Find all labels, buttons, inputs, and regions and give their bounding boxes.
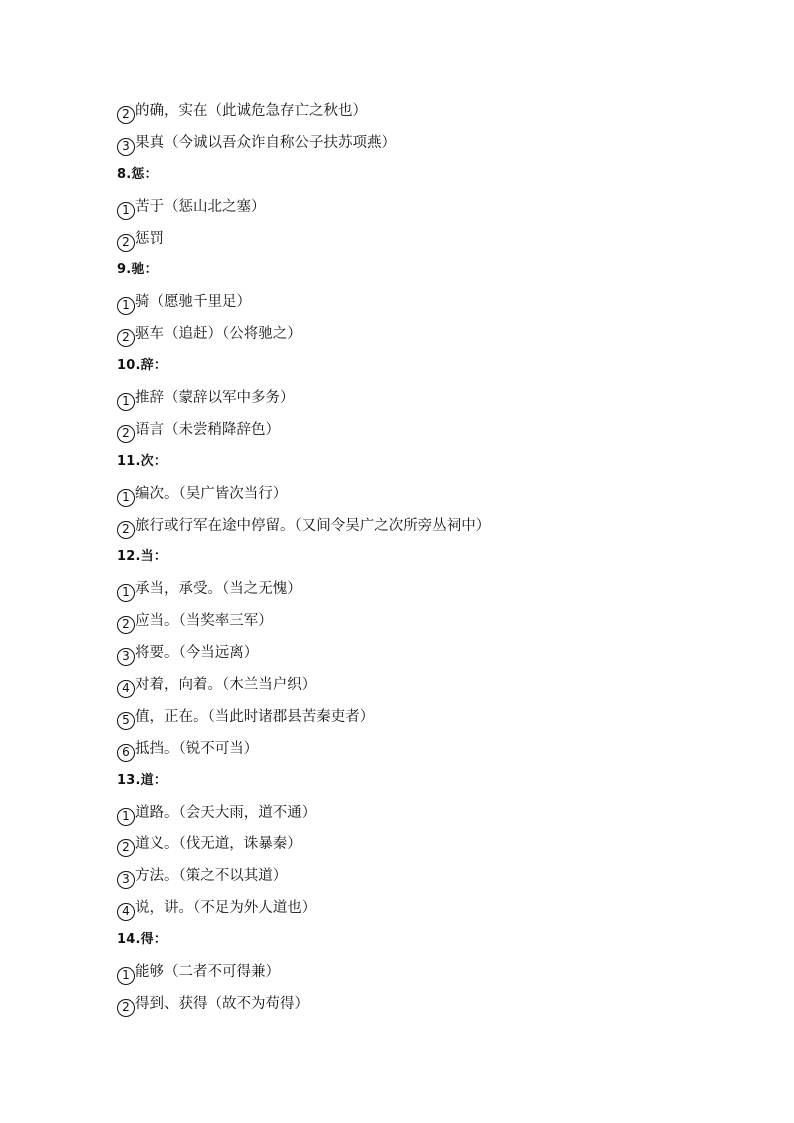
definition-item [117, 863, 717, 895]
definition-text: 编次。（吴广皆次当行） [135, 485, 288, 502]
circled-number: 6 [117, 744, 135, 762]
definition-text: 语言（未尝稍降辞色） [135, 421, 280, 438]
definition-item [117, 704, 717, 736]
circled-number: 4 [117, 680, 135, 698]
circled-number: 5 [117, 712, 135, 730]
circled-number: 1 [117, 393, 135, 411]
circled-number: 4 [117, 903, 135, 921]
definition-item [117, 608, 717, 640]
definition-text: 道路。（会天大雨，道不通） [135, 804, 317, 821]
circled-number: 1 [117, 967, 135, 985]
section-heading: 12.当： [117, 549, 168, 565]
circled-number: 1 [117, 297, 135, 315]
section-heading: 13.道： [117, 772, 168, 788]
definition-text: 方法。（策之不以其道） [135, 868, 288, 885]
definition-item [117, 417, 717, 449]
document-page [117, 98, 717, 1023]
definition-item [117, 513, 717, 545]
definition-text: 果真（今诚以吾众诈自称公子扶苏项燕） [135, 134, 396, 151]
circled-number: 2 [117, 839, 135, 857]
definition-item [117, 831, 717, 863]
definition-text: 得到、获得（故不为苟得） [135, 995, 309, 1012]
definition-item [117, 672, 717, 704]
definition-item [117, 194, 717, 226]
circled-number: 2 [117, 616, 135, 634]
circled-number: 3 [117, 138, 135, 156]
definition-item [117, 800, 717, 832]
definition-item [117, 895, 717, 927]
circled-number: 3 [117, 648, 135, 666]
definition-text: 旅行或行军在途中停留。（又间令吴广之次所旁丛祠中） [135, 517, 491, 534]
section-heading: 8.惩： [117, 166, 158, 182]
definition-text: 值，正在。（当此时诸郡县苦秦吏者） [135, 708, 375, 725]
section-heading: 14.得： [117, 932, 168, 948]
definition-text: 抵挡。（锐不可当） [135, 740, 259, 757]
definition-text: 道义。（伐无道，诛暴秦） [135, 836, 302, 853]
circled-number: 2 [117, 521, 135, 539]
section-heading: 10.辞： [117, 358, 168, 374]
definition-item [117, 736, 717, 768]
definition-item [117, 481, 717, 513]
circled-number: 3 [117, 871, 135, 889]
circled-number: 2 [117, 234, 135, 252]
definition-item [117, 576, 717, 608]
definition-text: 应当。（当奖率三军） [135, 613, 273, 630]
definition-text: 承当，承受。（当之无愧） [135, 581, 302, 598]
definition-text: 的确，实在（此诚危急存亡之秋也） [135, 103, 367, 119]
definition-item [117, 640, 717, 672]
definition-text: 苦于（惩山北之塞） [135, 198, 266, 215]
definition-text: 能够（二者不可得兼） [135, 964, 280, 981]
definition-text: 骑（愿驰千里足） [135, 294, 251, 311]
circled-number: 2 [117, 329, 135, 347]
definition-text: 将要。（今当远离） [135, 645, 259, 662]
circled-number: 2 [117, 425, 135, 443]
definition-item [117, 385, 717, 417]
section-heading: 11.次： [117, 453, 168, 469]
circled-number: 1 [117, 489, 135, 507]
definition-item [117, 98, 717, 130]
definition-item [117, 991, 717, 1023]
definition-text: 推辞（蒙辞以军中多务） [135, 390, 295, 407]
definition-text: 对着，向着。（木兰当户织） [135, 677, 317, 694]
circled-number: 1 [117, 808, 135, 826]
definition-item [117, 959, 717, 991]
section-heading: 9.驰： [117, 262, 158, 278]
circled-number: 1 [117, 202, 135, 220]
circled-number: 2 [117, 106, 135, 124]
definition-item [117, 226, 717, 258]
circled-number: 2 [117, 999, 135, 1017]
definition-item [117, 289, 717, 321]
circled-number: 1 [117, 584, 135, 602]
definition-text: 说，讲。（不足为外人道也） [135, 900, 317, 917]
definition-item [117, 130, 717, 162]
definition-item [117, 321, 717, 353]
definition-text: 驱车（追赶）（公将驰之） [135, 326, 302, 343]
definition-text: 惩罚 [135, 230, 164, 247]
